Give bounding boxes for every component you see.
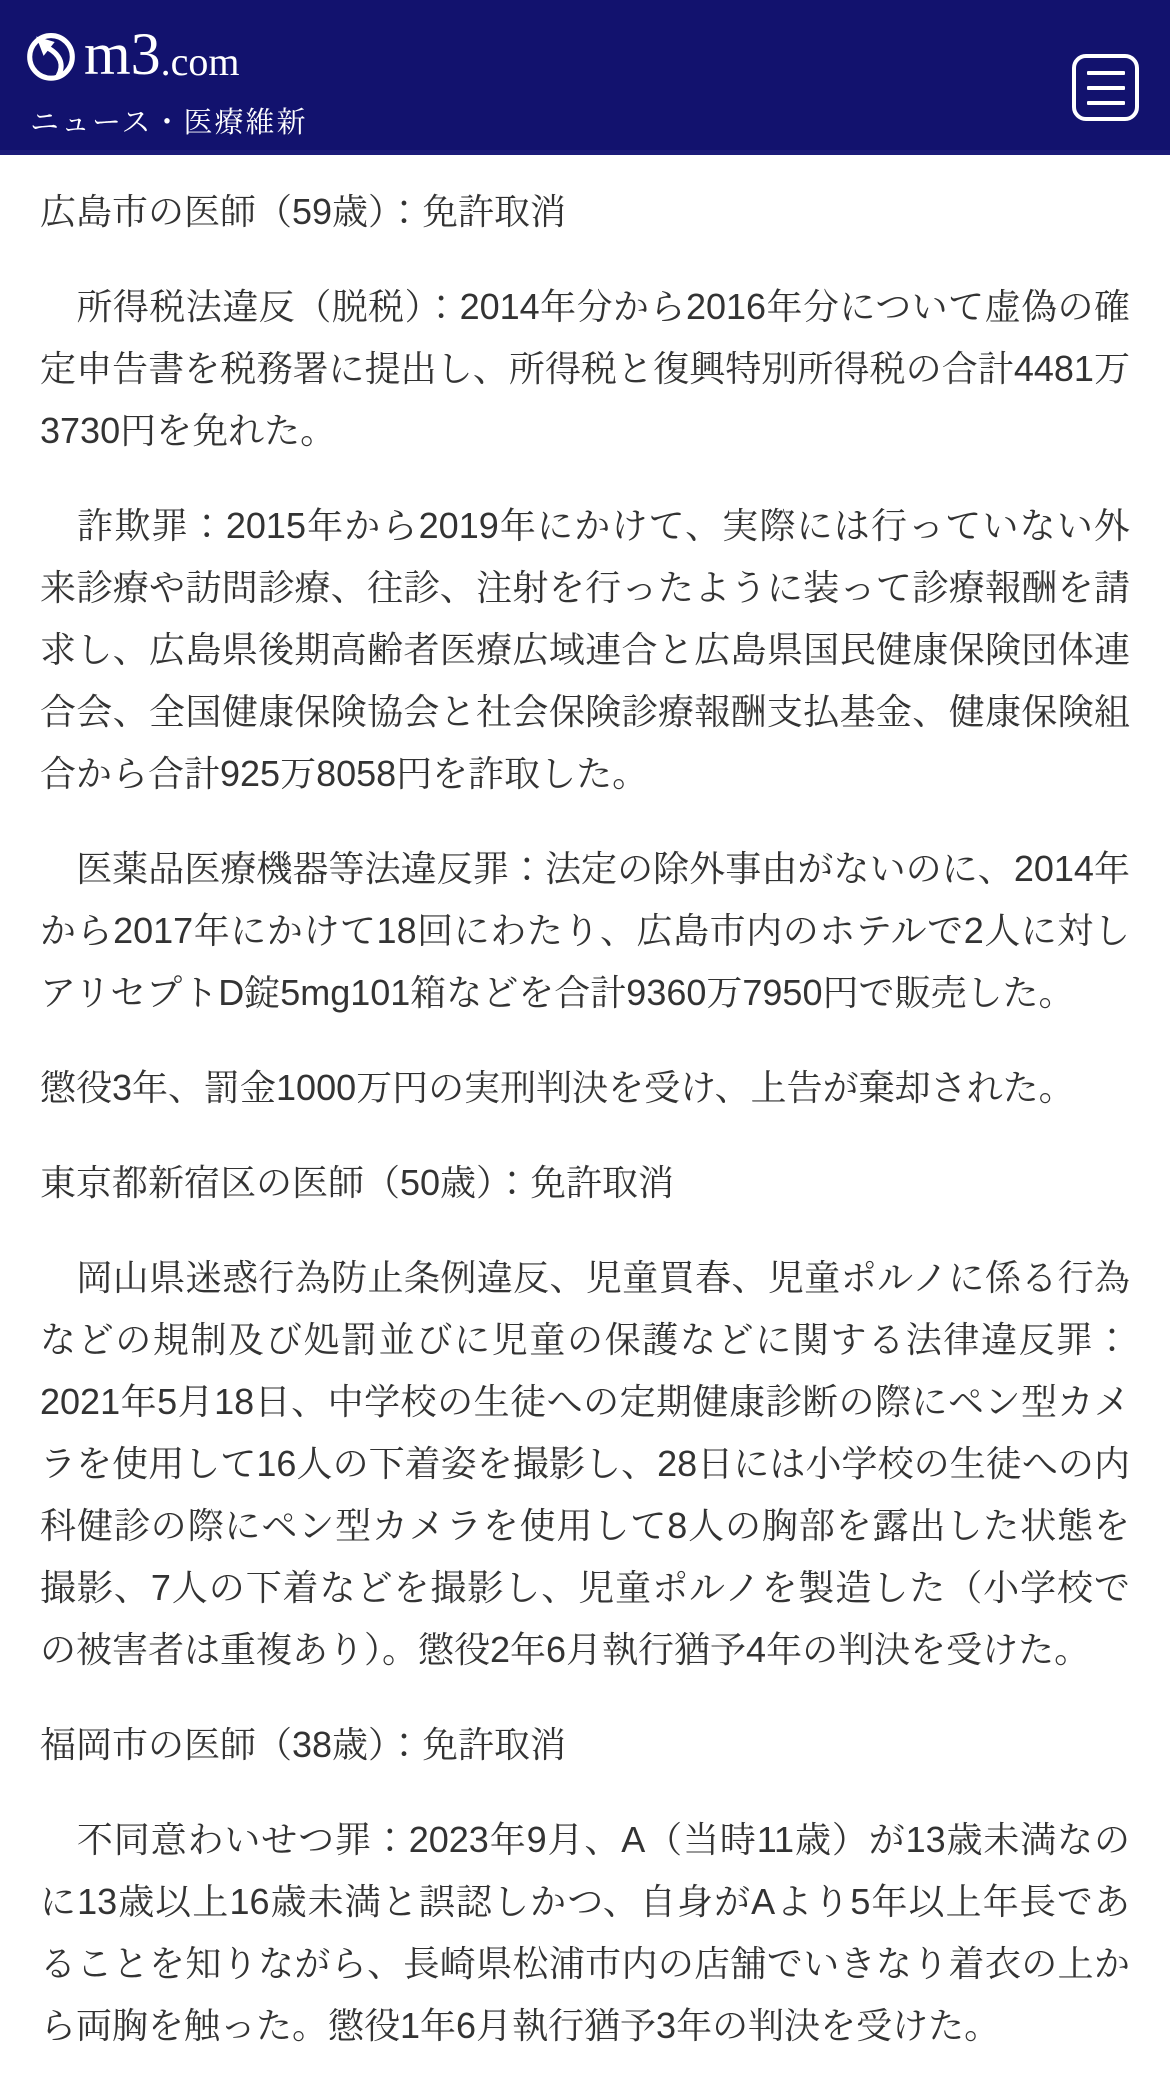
- article-paragraph: 所得税法違反（脱税）：2014年分から2016年分について虚偽の確定申告書を税務署に提出し、所得税と復興特別所得税の合計4481万3730円を免れた。: [40, 286, 1130, 451]
- article-paragraph: 懲役3年、罰金1000万円の実刑判決を受け、上告が棄却された。: [40, 1067, 1075, 1108]
- article-paragraph: 詐欺罪：2015年から2019年にかけて、実際には行っていない外来診療や訪問診療、往診、注射を行ったように装って診療報酬を請求し、広島県後期高齢者医療広域連合と広島県国民健康保険団体連合会、全国健康保険協会と社会保険診療報酬支払基金、健康保険組合から合計925万8058円を詐取した。: [40, 505, 1130, 794]
- logo-text-com: .com: [160, 39, 240, 84]
- hamburger-menu-icon: [1087, 71, 1125, 75]
- m3-circle-arrow-icon: [26, 26, 84, 84]
- section-heading: 福岡市の医師（38歳）：免許取消: [40, 1724, 567, 1765]
- article-paragraph: 医薬品医療機器等法違反罪：法定の除外事由がないのに、2014年から2017年にかけて18回にわたり、広島市内のホテルで2人に対しアリセプトD錠5mg101箱などを合計9360万7950円で販売した。: [40, 848, 1130, 1013]
- article-paragraph: 不同意わいせつ罪：2023年9月、A（当時11歳）が13歳未満なのに13歳以上16歳未満と誤認しかつ、自身がAより5年以上年長であることを知りながら、長崎県松浦市内の店舗でいきなり着衣の上から両胸を触った。懲役1年6月執行猶予3年の判決を受けた。: [40, 1819, 1130, 2046]
- m3-logo[interactable]: [26, 21, 240, 87]
- logo-text-m3: m3: [84, 21, 161, 87]
- site-header: [0, 0, 1170, 155]
- section-heading: 広島市の医師（59歳）：免許取消: [40, 191, 567, 232]
- article: [0, 155, 1170, 2097]
- site-subtitle: ニュース・医療維新: [30, 107, 308, 139]
- hamburger-menu-button[interactable]: [1072, 54, 1139, 121]
- section-heading: 東京都新宿区の医師（50歳）：免許取消: [40, 1162, 675, 1203]
- article-paragraph: 岡山県迷惑行為防止条例違反、児童買春、児童ポルノに係る行為などの規制及び処罰並びに児童の保護などに関する法律違反罪：2021年5月18日、中学校の生徒への定期健康診断の際にペン型カメラを使用して16人の下着姿を撮影し、28日には小学校の生徒への内科健診の際にペン型カメラを使用して8人の胸部を露出した状態を撮影、7人の下着などを撮影し、児童ポルノを製造した（小学校での被害者は重複あり）。懲役2年6月執行猶予4年の判決を受けた。: [40, 1257, 1130, 1670]
